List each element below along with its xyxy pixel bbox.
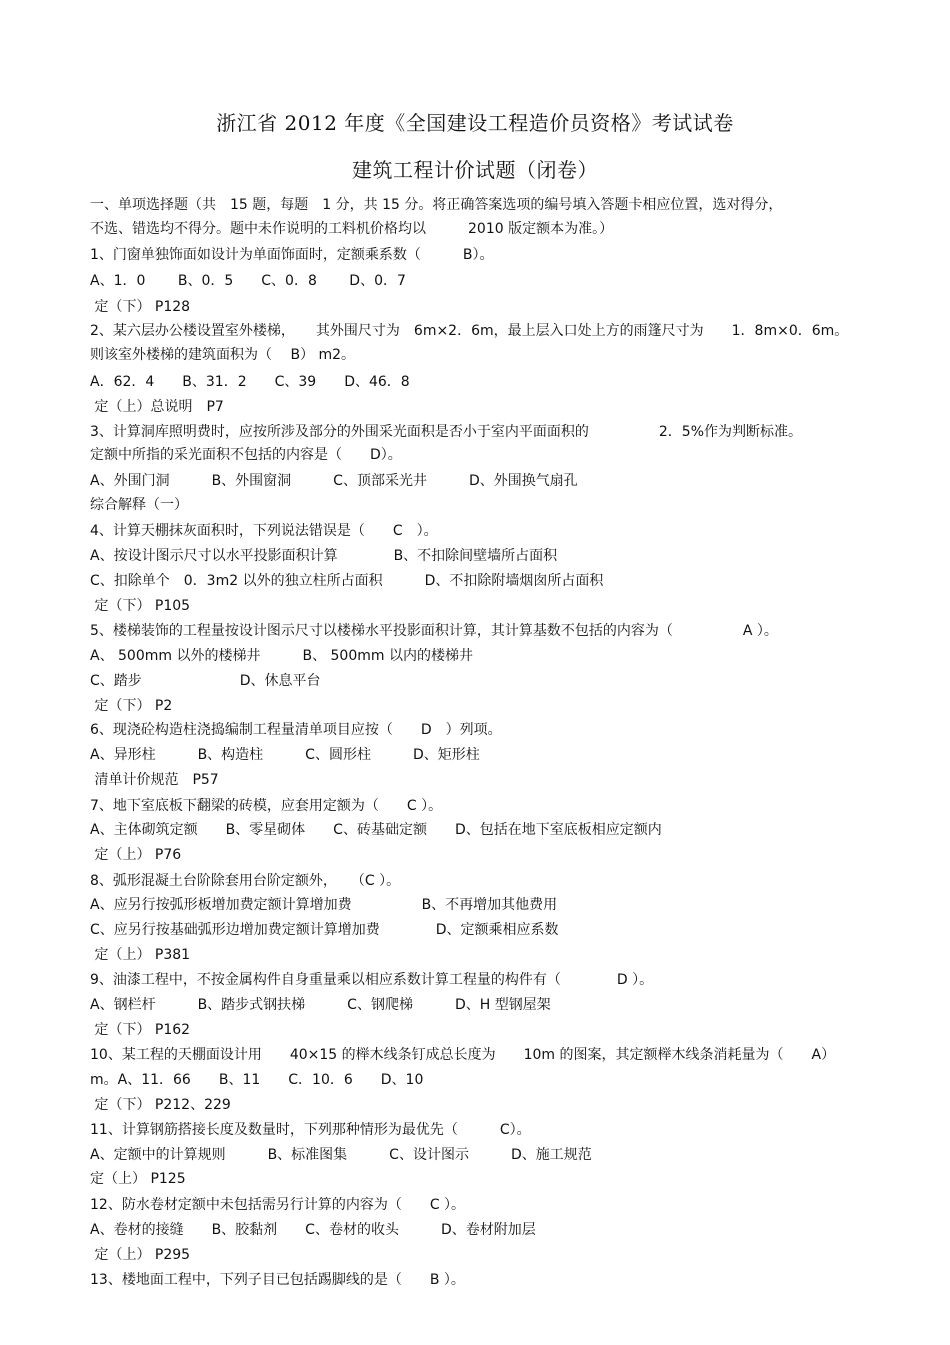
text-line: 定（下） P105 [90, 598, 191, 614]
text-line: 定（上） P295 [90, 1247, 191, 1263]
text-line: C、踏步 D、休息平台 [90, 673, 321, 689]
text-line: A、按设计图示尺寸以水平投影面积计算 B、不扣除间壁墙所占面积 [90, 548, 558, 564]
text-line: A、应另行按弧形板增加费定额计算增加费 B、不再增加其他费用 [90, 897, 558, 913]
text-line: C、扣除单个 0．3m2 以外的独立柱所占面积 D、不扣除附墙烟囱所占面积 [90, 573, 604, 589]
text-line: A、钢栏杆 B、踏步式钢扶梯 C、钢爬梯 D、H 型钢屋架 [90, 997, 551, 1013]
text-line: A、主体砌筑定额 B、零星砌体 C、砖基础定额 D、包括在地下室底板相应定额内 [90, 822, 662, 838]
text-line: 13、楼地面工程中，下列子目已包括踢脚线的是（ B ）。 [90, 1272, 465, 1288]
text-line: 定额中所指的采光面积不包括的内容是（ D）。 [90, 447, 402, 463]
text-line: 2、某六层办公楼设置室外楼梯， 其外围尺寸为 6m×2．6m，最上层入口处上方的雨篷尺寸为 1．8m×0．6m。 [90, 323, 849, 339]
text-line: 11、计算钢筋搭接长度及数量时，下列那种情形为最优先（ C）。 [90, 1122, 531, 1138]
text-line: 则该室外楼梯的建筑面积为（ B） m2。 [90, 347, 356, 363]
text-line: 定（上） P76 [90, 847, 182, 863]
text-line: 定（上） P125 [90, 1171, 186, 1187]
text-line: 定（下） P212、229 [90, 1097, 231, 1113]
text-line: 定（下） P2 [90, 698, 173, 714]
text-line: 6、现浇砼构造柱浇捣编制工程量清单项目应按（ D ）列项。 [90, 722, 502, 738]
text-line: 定（上） P381 [90, 947, 191, 963]
text-line: 4、计算天棚抹灰面积时，下列说法错误是（ C ）。 [90, 523, 438, 539]
text-line: 10、某工程的天棚面设计用 40×15 的榉木线条钉成总长度为 10m 的图案，其定额榉木线条消耗量为（ A） [90, 1047, 836, 1063]
text-line: A、1．0 B、0．5 C、0．8 D、0．7 [90, 273, 406, 289]
text-line: C、应另行按基础弧形边增加费定额计算增加费 D、定额乘相应系数 [90, 922, 559, 938]
text-line: A、卷材的接缝 B、胶黏剂 C、卷材的收头 D、卷材附加层 [90, 1222, 536, 1238]
text-line: 定（下） P128 [90, 299, 191, 315]
text-line: 5、楼梯装饰的工程量按设计图示尺寸以楼梯水平投影面积计算，其计算基数不包括的内容为（ A ）。 [90, 623, 778, 639]
text-line: 一、单项选择题（共 15 题，每题 1 分，共 15 分。将正确答案选项的编号填入答题卡相应位置，选对得分， [90, 197, 783, 213]
exam-title: 浙江省 2012 年度《全国建设工程造价员资格》考试试卷 [216, 111, 734, 135]
text-line: 9、油漆工程中，不按金属构件自身重量乘以相应系数计算工程量的构件有（ D ）。 [90, 972, 654, 988]
text-line: 7、地下室底板下翻梁的砖模，应套用定额为（ C ）。 [90, 798, 443, 814]
text-line: A、异形柱 B、构造柱 C、圆形柱 D、矩形柱 [90, 747, 480, 763]
text-line: A．62．4 B、31．2 C、39 D、46．8 [90, 374, 410, 390]
text-line: 3、计算洞库照明费时，应按所涉及部分的外围采光面积是否小于室内平面面积的 2．5%作为判断标准。 [90, 424, 803, 440]
text-line: 1、门窗单独饰面如设计为单面饰面时，定额乘系数（ B）。 [90, 247, 494, 263]
text-line: 不选、错选均不得分。题中未作说明的工料机价格均以 2010 版定额本为准。） [90, 221, 614, 237]
text-line: m。A、11．66 B、11 C．10．6 D、10 [90, 1072, 424, 1088]
text-line: 清单计价规范 P57 [90, 772, 219, 788]
text-line: 12、防水卷材定额中未包括需另行计算的内容为（ C ）。 [90, 1197, 466, 1213]
exam-subtitle: 建筑工程计价试题（闭卷） [352, 158, 598, 182]
text-line: 8、弧形混凝土台阶除套用台阶定额外， （C ）。 [90, 873, 401, 889]
text-line: 综合解释（一） [90, 497, 188, 513]
text-line: A、 500mm 以外的楼梯井 B、 500mm 以内的楼梯井 [90, 648, 473, 664]
text-line: 定（下） P162 [90, 1022, 191, 1038]
text-line: A、外围门洞 B、外围窗洞 C、顶部采光井 D、外围换气扇孔 [90, 473, 578, 489]
text-line: 定（上）总说明 P7 [90, 399, 224, 415]
text-line: A、定额中的计算规则 B、标准图集 C、设计图示 D、施工规范 [90, 1147, 592, 1163]
